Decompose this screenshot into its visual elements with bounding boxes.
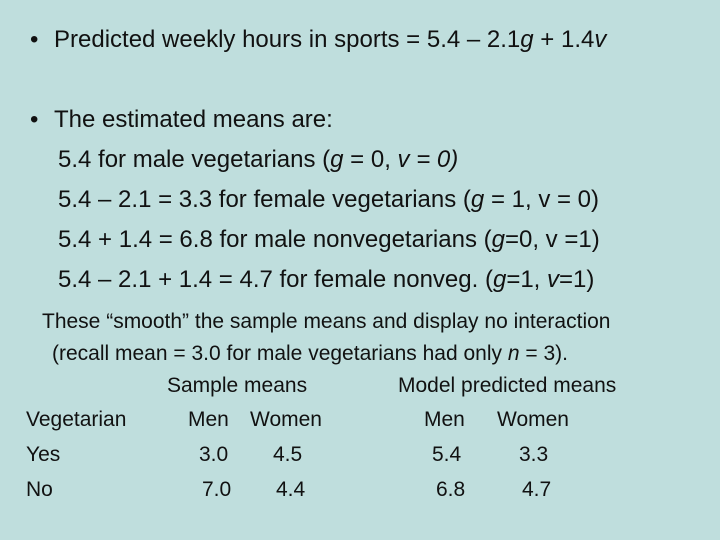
- cell-no-sample-women: 4.4: [276, 478, 306, 501]
- means-line-male-veg: [58, 146, 458, 174]
- var-n: n: [507, 342, 520, 365]
- means-line-text: 5.4 – 2.1 = 3.3 for female vegetarians (: [58, 186, 471, 213]
- means-line-text: =1): [559, 266, 595, 293]
- vegetarian-header: Vegetarian: [26, 408, 127, 431]
- var-v: v: [397, 146, 410, 173]
- col-header-sample-men: Men: [188, 408, 229, 431]
- means-intro-text: The estimated means are:: [54, 106, 333, 133]
- var-g: g: [492, 266, 507, 293]
- cell-no-sample-men: 7.0: [202, 478, 232, 501]
- note-line-1: These “smooth” the sample means and display no interaction: [42, 310, 611, 333]
- bullet-dot: •: [30, 106, 39, 133]
- col-header-model-women: Women: [497, 408, 569, 431]
- means-line-text: = 0): [409, 146, 459, 173]
- cell-yes-model-men: 5.4: [432, 443, 462, 466]
- means-line-male-nonveg: [58, 226, 600, 254]
- means-line-text: =0, v =1): [504, 226, 600, 253]
- model-equation-bullet: [30, 26, 606, 54]
- means-line-text: 5.4 + 1.4 = 6.8 for male nonvegetarians (: [58, 226, 492, 253]
- cell-yes-sample-women: 4.5: [273, 443, 303, 466]
- note-line-2: [52, 342, 568, 366]
- means-line-text: = 0,: [343, 146, 398, 173]
- var-g: g: [330, 146, 344, 173]
- means-line-text: 5.4 for male vegetarians (: [58, 146, 331, 173]
- cell-yes-model-women: 3.3: [519, 443, 549, 466]
- var-v: v: [547, 266, 560, 293]
- note-text: (recall mean = 3.0 for male vegetarians had only: [52, 342, 508, 365]
- cell-no-model-men: 6.8: [436, 478, 466, 501]
- means-line-female-nonveg: [58, 266, 594, 294]
- col-header-sample-women: Women: [250, 408, 322, 431]
- model-means-header: Model predicted means: [398, 374, 617, 397]
- cell-no-model-women: 4.7: [522, 478, 552, 501]
- equation-middle: + 1.4: [533, 26, 595, 53]
- means-line-text: = 1, v = 0): [484, 186, 600, 213]
- sample-means-header: Sample means: [167, 374, 308, 397]
- bullet-dot: •: [30, 26, 39, 53]
- col-header-model-men: Men: [424, 408, 465, 431]
- var-g: g: [470, 186, 485, 213]
- means-line-female-veg: [58, 186, 599, 214]
- note-text: = 3).: [519, 342, 568, 365]
- equation-var-g: g: [520, 26, 534, 53]
- equation-var-v: v: [594, 26, 607, 53]
- means-line-text: 5.4 – 2.1 + 1.4 = 4.7 for female nonveg. (: [58, 266, 493, 293]
- equation-prefix: Predicted weekly hours in sports = 5.4 – 2.1: [54, 26, 521, 53]
- cell-yes-sample-men: 3.0: [199, 443, 229, 466]
- row-label-yes: Yes: [26, 443, 61, 466]
- means-line-text: =1,: [506, 266, 548, 293]
- row-label-no: No: [26, 478, 53, 501]
- means-intro-bullet: [30, 106, 333, 134]
- var-g: g: [491, 226, 505, 253]
